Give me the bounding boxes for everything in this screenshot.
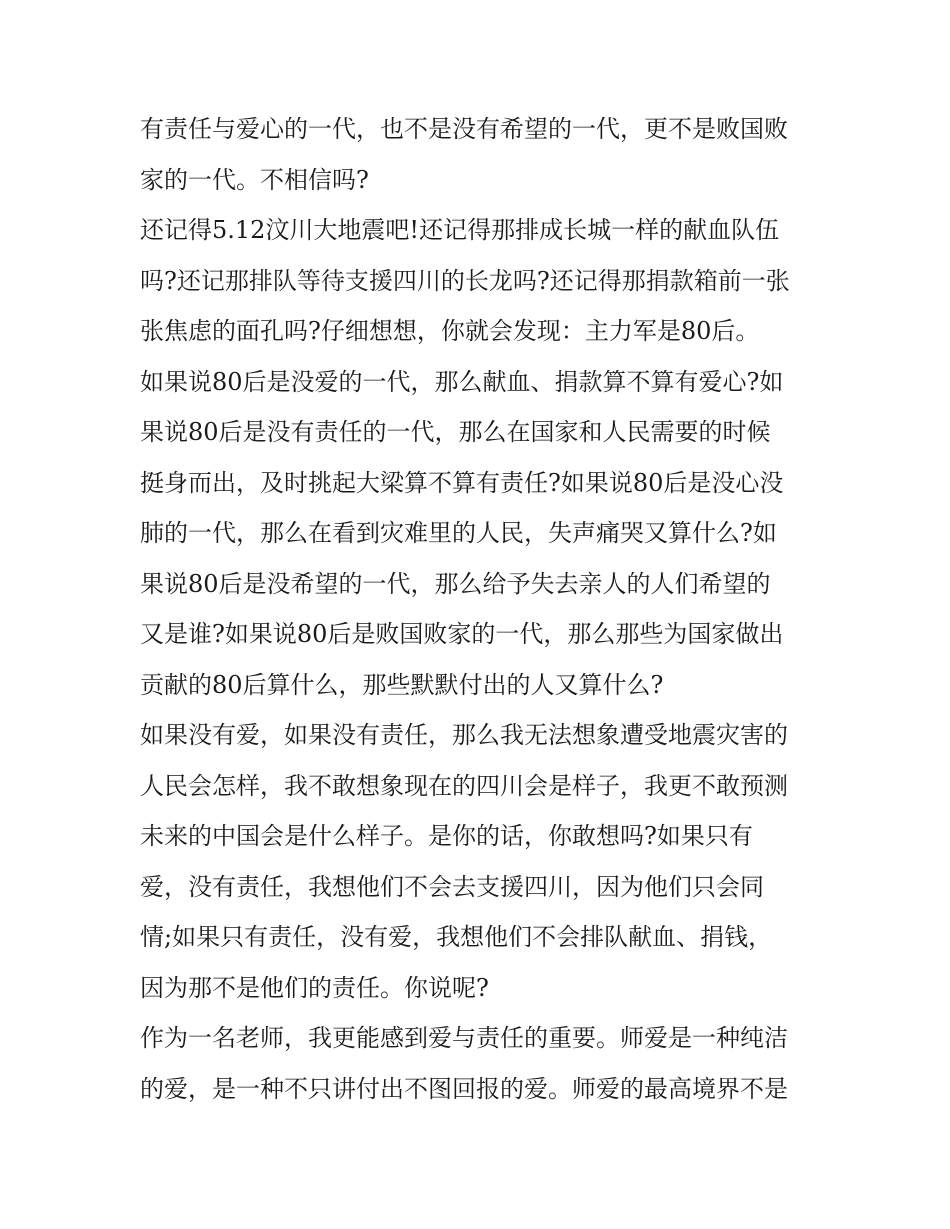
text-line: 挺身而出，及时挑起大梁算不算有责任?如果说80后是没心没 [140,468,784,497]
text-line: 果说80后是没希望的一代，那么给予失去亲人的人们希望的 [140,569,771,598]
text-line: 未来的中国会是什么样子。是你的话，你敢想吗?如果只有 [140,822,753,850]
text-line: 张焦虑的面孔吗?仔细想想，你就会发现：主力军是80后。 [140,317,760,345]
text-line: 贡献的80后算什么，那些默默付出的人又算什么? [140,670,664,699]
text-line: 的爱，是一种不只讲付出不图回报的爱。师爱的最高境界不是 [140,1074,788,1103]
text-line: 如果说80后是没爱的一代，那么献血、捐款算不算有爱心?如 [140,367,784,396]
text-line: 有责任与爱心的一代，也不是没有希望的一代，更不是败国败 [140,115,788,143]
text-line: 作为一名老师，我更能感到爱与责任的重要。师爱是一种纯洁 [140,1024,788,1052]
text-line: 爱，没有责任，我想他们不会去支援四川，因为他们只会同 [140,872,764,901]
text-line: 肺的一代，那么在看到灾难里的人民，失声痛哭又算什么?如 [140,519,777,547]
text-line: 家的一代。不相信吗? [140,165,369,194]
text-line: 还记得5.12汶川大地震吧!还记得那排成长城一样的献血队伍 [140,216,780,244]
text-line: 情;如果只有责任，没有爱，我想他们不会排队献血、捐钱， [140,923,773,951]
text-line: 人民会怎样，我不敢想象现在的四川会是样子，我更不敢预测 [140,771,788,800]
text-line: 如果没有爱，如果没有责任，那么我无法想象遭受地震灾害的 [140,721,788,749]
text-line: 因为那不是他们的责任。你说呢? [140,973,489,1002]
essay-text [140,104,840,1114]
text-line: 又是谁?如果说80后是败国败家的一代，那么那些为国家做出 [140,620,784,648]
text-line: 果说80后是没有责任的一代，那么在国家和人民需要的时候 [140,418,771,446]
text-line: 吗?还记那排队等待支援四川的长龙吗?还记得那捐款箱前一张 [140,266,790,295]
